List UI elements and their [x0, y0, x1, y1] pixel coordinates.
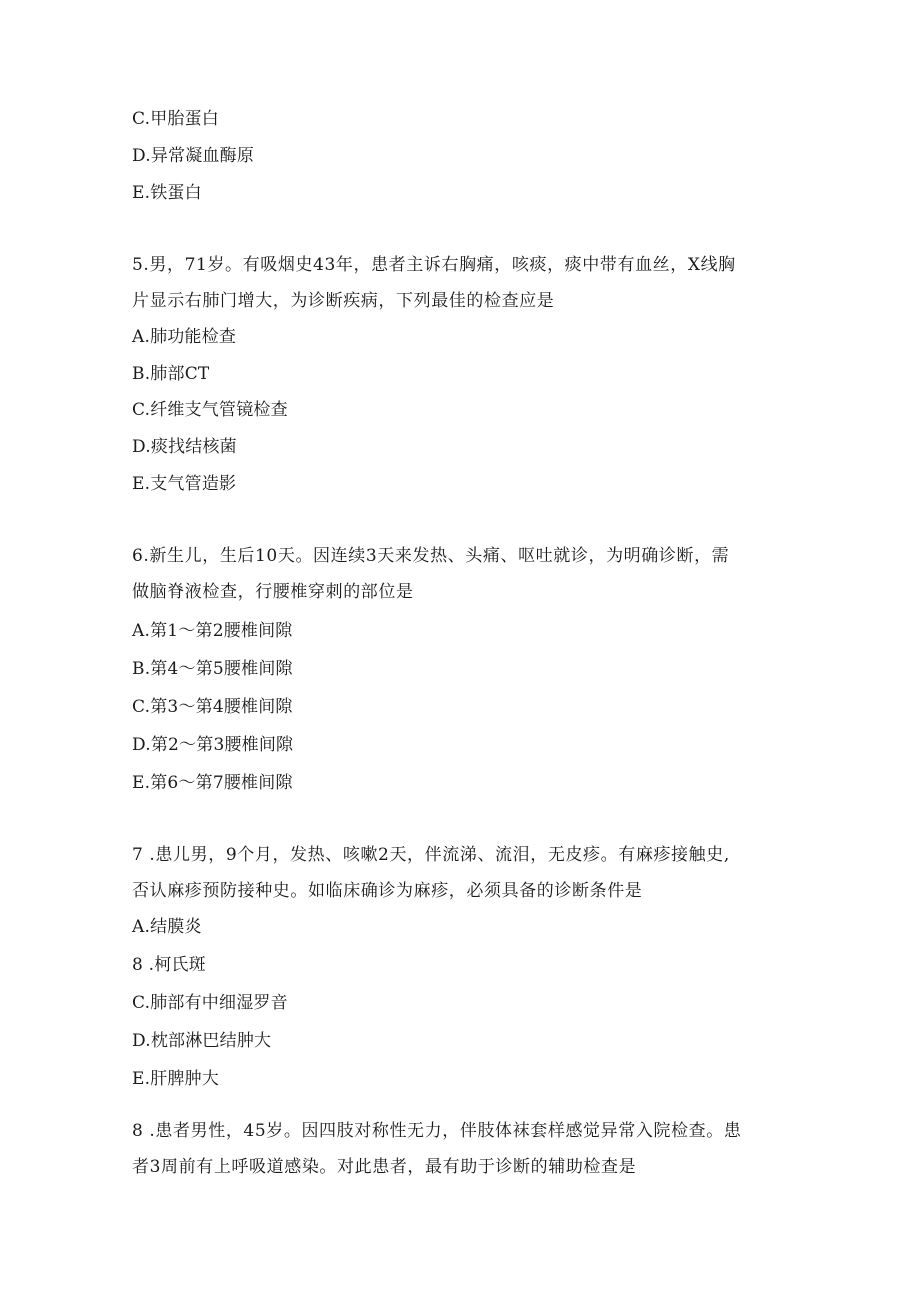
option-7a: A.结膜炎 — [132, 917, 202, 937]
option-6b: B.第4～第5腰椎间隙 — [132, 659, 293, 679]
option-5d: D.痰找结核菌 — [132, 437, 237, 457]
option-7c: C.肺部有中细湿罗音 — [132, 993, 288, 1013]
question-8-line-1: 8 .患者男性，45岁。因四肢对称性无力，伴肢体袜套样感觉异常入院检查。患 — [132, 1121, 742, 1141]
question-7-line-2: 否认麻疹预防接种史。如临床确诊为麻疹，必须具备的诊断条件是 — [132, 881, 643, 901]
option-4c: C.甲胎蛋白 — [132, 109, 220, 129]
option-6d: D.第2～第3腰椎间隙 — [132, 735, 294, 755]
option-4e: E.铁蛋白 — [132, 183, 202, 203]
option-7b: 8 .柯氏斑 — [132, 955, 206, 975]
option-4d: D.异常凝血酶原 — [132, 146, 255, 166]
option-6a: A.第1～第2腰椎间隙 — [132, 621, 293, 641]
option-6e: E.第6～第7腰椎间隙 — [132, 773, 293, 793]
option-6c: C.第3～第4腰椎间隙 — [132, 697, 293, 717]
question-7-line-1: 7 .患儿男，9个月，发热、咳嗽2天，伴流涕、流泪，无皮疹。有麻疹接触史, — [132, 845, 730, 865]
option-5a: A.肺功能检查 — [132, 327, 237, 347]
option-5e: E.支气管造影 — [132, 474, 237, 494]
question-5-line-1: 5.男，71岁。有吸烟史43年，患者主诉右胸痛，咳痰，痰中带有血丝，X线胸 — [132, 255, 736, 275]
question-6-line-1: 6.新生儿，生后10天。因连续3天来发热、头痛、呕吐就诊，为明确诊断，需 — [132, 546, 730, 566]
option-5b: B.肺部CT — [132, 364, 210, 384]
question-5-line-2: 片显示右肺门增大，为诊断疾病，下列最佳的检查应是 — [132, 291, 555, 311]
option-7d: D.枕部淋巴结肿大 — [132, 1031, 272, 1051]
question-8-line-2: 者3周前有上呼吸道感染。对此患者，最有助于诊断的辅助检查是 — [132, 1157, 637, 1177]
option-7e: E.肝脾肿大 — [132, 1069, 220, 1089]
option-5c: C.纤维支气管镜检查 — [132, 400, 288, 420]
question-6-line-2: 做脑脊液检查，行腰椎穿刺的部位是 — [132, 582, 414, 602]
